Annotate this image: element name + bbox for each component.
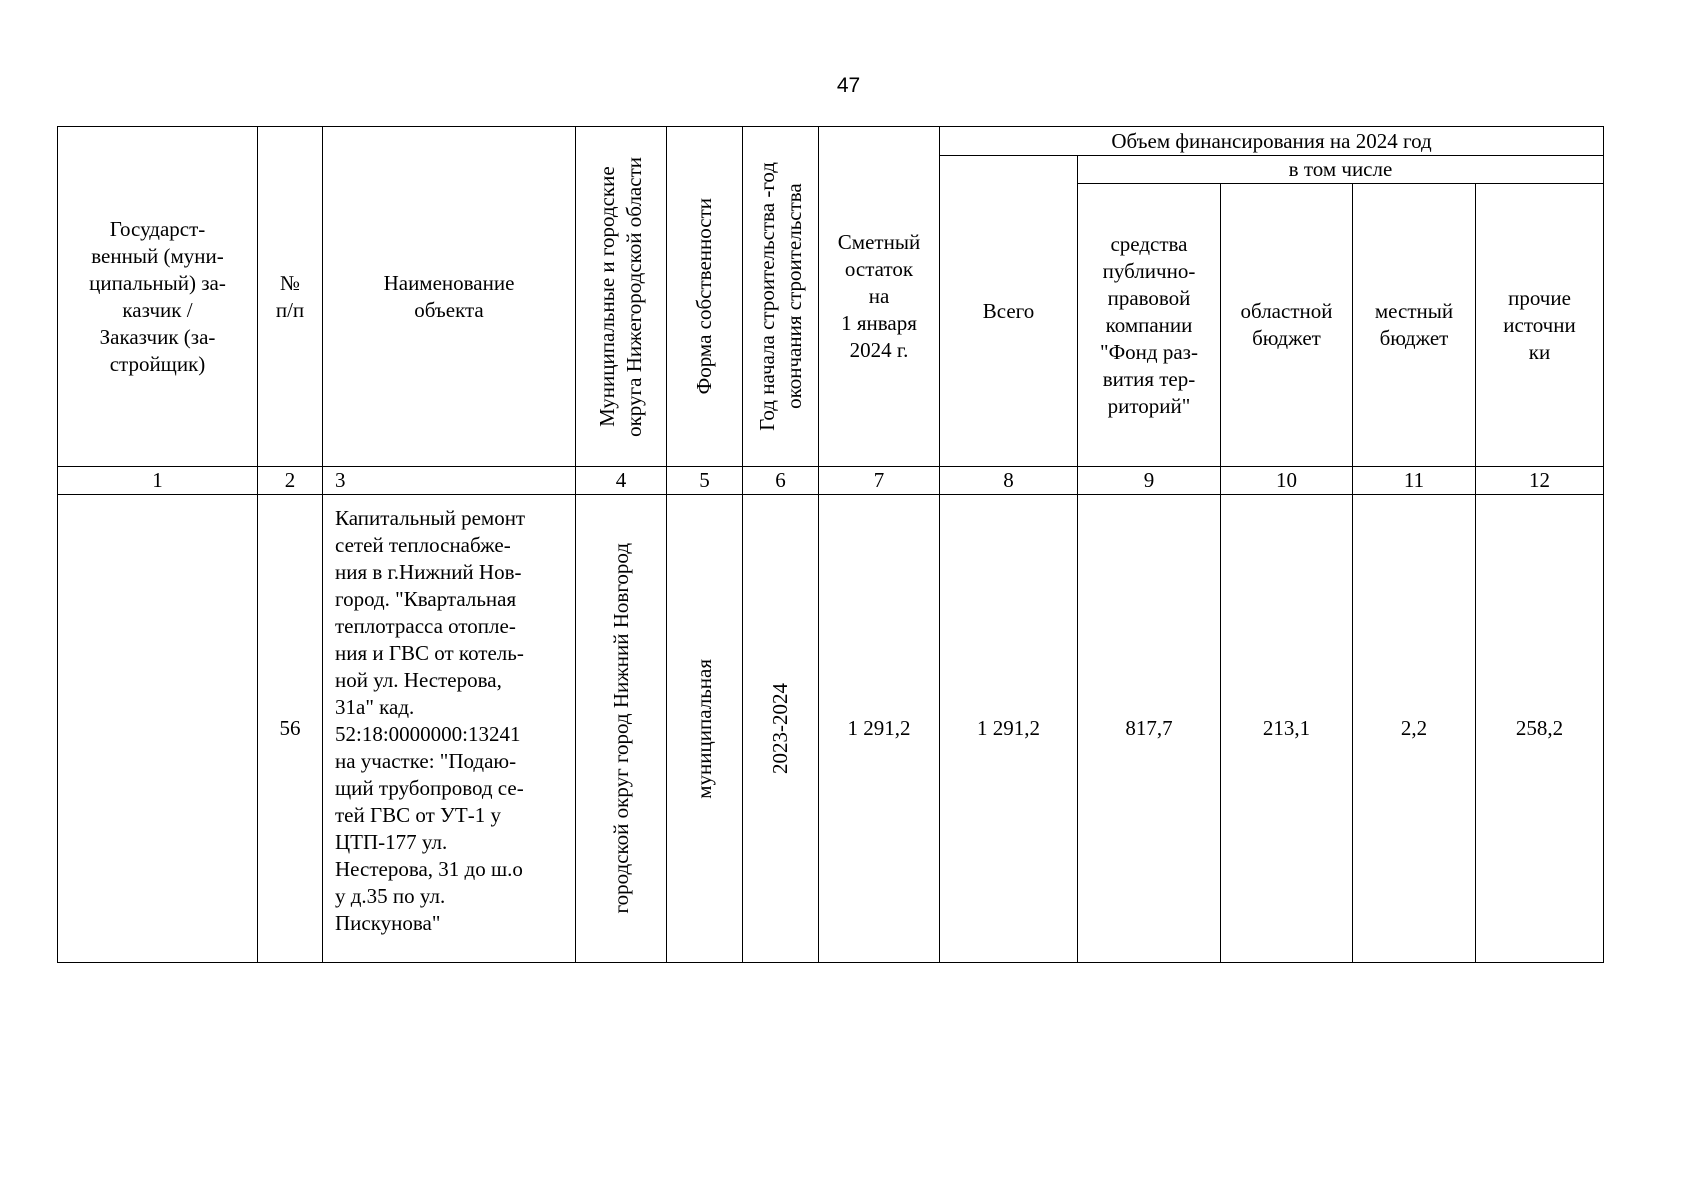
column-number: 12	[1476, 467, 1604, 495]
row-customer	[58, 495, 258, 963]
header-customer: Государст- венный (муни- ципальный) за- казчик / Заказчик (за- стройщик)	[58, 127, 258, 467]
row-object-name: Капитальный ремонт сетей теплоснабже- ния в г.Нижний Нов- город. "Квартальная теплотрасса отопле- ния и ГВС от котель- ной ул. Нестерова, 31а" кад. 52:18:0000000:13241 на участке: "Подаю- щий трубопровод се- тей ГВС от УТ-1 у ЦТП-177 ул. Нестерова, 31 до ш.о у д.35 по ул. Пискунова"	[323, 495, 576, 963]
row-years-label: 2023-2024	[768, 683, 792, 774]
header-years	[743, 127, 819, 467]
header-years-label: Год начала строительства -год окончания строительства	[754, 162, 806, 431]
header-funding-group: Объем финансирования на 2024 год	[940, 127, 1604, 156]
row-fund: 817,7	[1078, 495, 1221, 963]
header-object-name: Наименование объекта	[323, 127, 576, 467]
header-other: прочие источни ки	[1476, 184, 1604, 467]
header-municipal-label: Муниципальные и городские округа Нижегородской области	[595, 156, 646, 437]
header-ownership	[667, 127, 743, 467]
column-number: 9	[1078, 467, 1221, 495]
row-municipal	[576, 495, 667, 963]
column-number: 1	[58, 467, 258, 495]
header-number: № п/п	[258, 127, 323, 467]
header-municipal	[576, 127, 667, 467]
column-number: 6	[743, 467, 819, 495]
row-ownership	[667, 495, 743, 963]
header-including: в том числе	[1078, 156, 1604, 184]
row-estimate: 1 291,2	[819, 495, 940, 963]
column-number: 11	[1353, 467, 1476, 495]
column-number-row	[58, 467, 1604, 495]
row-other: 258,2	[1476, 495, 1604, 963]
column-number: 10	[1221, 467, 1353, 495]
header-ownership-label: Форма собственности	[692, 198, 716, 395]
row-number: 56	[258, 495, 323, 963]
header-fund: средства публично- правовой компании "Фонд раз- вития тер- риторий"	[1078, 184, 1221, 467]
column-number: 4	[576, 467, 667, 495]
header-estimate: Сметный остаток на 1 января 2024 г.	[819, 127, 940, 467]
column-number: 3	[323, 467, 576, 495]
row-ownership-label: муниципальная	[692, 658, 716, 799]
row-municipal-label: городской округ город Нижний Новгород	[608, 543, 633, 914]
row-local: 2,2	[1353, 495, 1476, 963]
column-number: 8	[940, 467, 1078, 495]
page-number: 47	[836, 74, 861, 97]
row-regional: 213,1	[1221, 495, 1353, 963]
column-number: 2	[258, 467, 323, 495]
header-total: Всего	[940, 156, 1078, 467]
header-regional: областной бюджет	[1221, 184, 1353, 467]
header-local: местный бюджет	[1353, 184, 1476, 467]
row-total: 1 291,2	[940, 495, 1078, 963]
column-number: 5	[667, 467, 743, 495]
row-years	[743, 495, 819, 963]
header-row-1	[58, 127, 1604, 156]
table-row	[58, 495, 1604, 963]
column-number: 7	[819, 467, 940, 495]
funding-table	[57, 126, 1604, 963]
